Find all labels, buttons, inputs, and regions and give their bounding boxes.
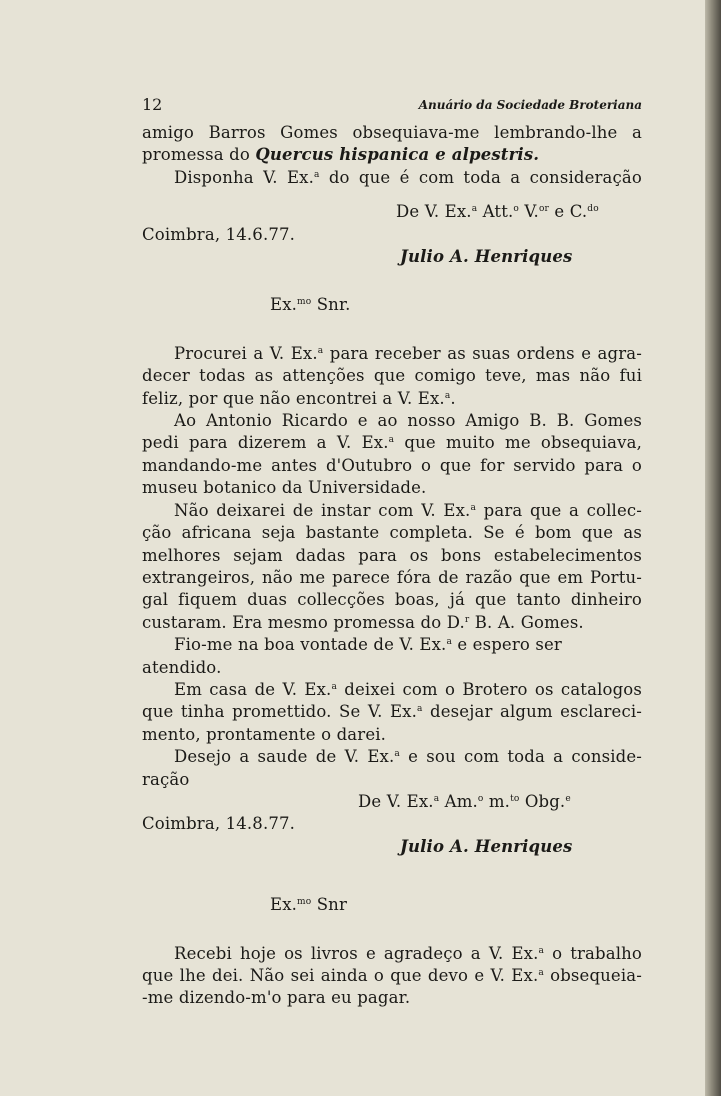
paragraph: Desejo a saude de V. Ex.$^a$ e sou com toda a conside- ração — [142, 747, 643, 789]
text-line: Disponha V. Ex.$^a$ do que é com toda a consideração — [174, 167, 642, 187]
paragraph: Ao Antonio Ricardo e ao nosso Amigo B. B. Gomes pedi para dizerem a V. Ex.$^a$ que muito me obsequiava, mandando-me antes d'Outubro o que for servido para o museu botanico da Universidade. — [142, 411, 642, 498]
paragraph: Recebi hoje os livros e agradeço a V. Ex.$^a$ o trabalho que lhe dei. Não sei ainda o que devo e V. Ex.$^a$ obsequeia- -me dizendo-m'o para eu pagar. — [142, 943, 643, 1008]
species-name: Quercus hispanica e alpestris. — [255, 145, 540, 165]
paragraph: Não deixarei de instar com V. Ex.$^a$ para que a collec- ção africana seja bastante completa. Se é bom que as melhores sejam dadas para os bons estabelecimentos extrangeiros, não me parece fóra de razão que em Portu- gal fiquem duas collecções boas, já que tanto dinheiro custaram. Era mesmo promessa do D.$^r$ B. A. Gomes. — [142, 500, 642, 632]
signature: Julio A. Henriques — [400, 247, 573, 267]
page-header — [142, 95, 642, 115]
text-line: amigo Barros Gomes obsequiava-me lembrando-lhe a — [142, 123, 642, 142]
paragraph: Fio-me na boa vontade de V. Ex.$^a$ e espero ser atendido. — [142, 635, 562, 677]
letter-greeting: Ex.$^{mo}$ Snr — [270, 895, 347, 915]
page-number: 12 — [142, 95, 163, 114]
letter-greeting: Ex.$^{mo}$ Snr. — [270, 295, 351, 315]
paragraph: Procurei a V. Ex.$^a$ para receber as suas ordens e agra- decer todas as attenções que comigo teve, mas não fui feliz, por que não encontrei a V. Ex.$^a$. — [142, 343, 642, 408]
text-line: promessa do Quercus hispanica e alpestris. — [142, 145, 540, 165]
letter-closing: De V. Ex.$^a$ Am.$^o$ m.$^{to}$ Obg.$^e$ — [358, 791, 571, 811]
signature: Julio A. Henriques — [400, 836, 573, 856]
page-body — [142, 122, 642, 1010]
place-date: Coimbra, 14.8.77. — [142, 814, 296, 834]
letter-closing: De V. Ex.$^a$ Att.$^o$ V.$^{or}$ e C.$^{do}$ — [396, 202, 599, 222]
running-title: Anuário da Sociedade Broteriana — [418, 98, 642, 112]
place-date: Coimbra, 14.6.77. — [142, 224, 296, 244]
paragraph: Em casa de V. Ex.$^a$ deixei com o Brotero os catalogos que tinha promettido. Se V. Ex.$^a$ desejar algum esclareci- mento, prontamente o darei. — [142, 679, 643, 744]
book-spine-edge — [705, 0, 721, 1096]
